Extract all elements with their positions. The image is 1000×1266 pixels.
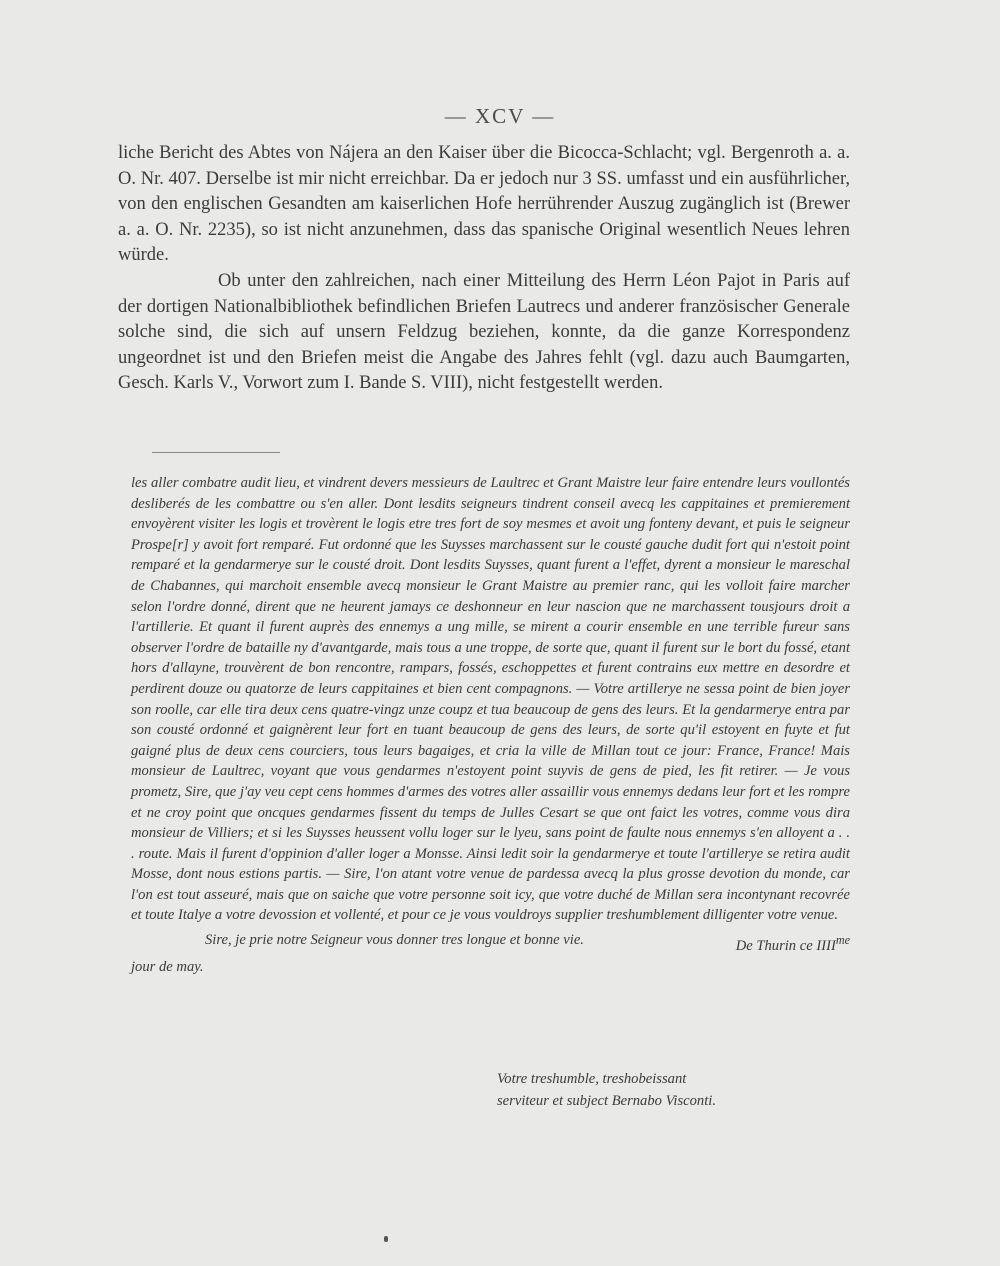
letter-date-continued: jour de may.: [131, 958, 204, 975]
letter-closing: [131, 930, 850, 954]
letter-date: [662, 930, 850, 956]
date-place: De Thurin ce IIII: [735, 937, 836, 954]
body-paragraph: liche Bericht des Abtes von Nájera an den Kaiser über die Bicocca-Schlacht; vgl. Bergenroth a. a. O. Nr. 407. Derselbe ist mir nicht erreichbar. Da er jedoch nur 3 SS. umfasst und ein ausführlicher, von den englischen Gesandten am kaiserlichen Hofe herrührender Auszug zugänglich ist (Brewer a. a. O. Nr. 2235), so ist nicht anzunehmen, dass das spanische Original wesentlich Neues lehren würde.: [118, 143, 850, 266]
date-superscript: me: [835, 933, 850, 948]
signature-line: serviteur et subject Bernabo Visconti.: [497, 1093, 716, 1109]
letter-quotation: [131, 473, 850, 977]
main-body-text: [118, 141, 850, 397]
closing-salutation: Sire, je prie notre Seigneur vous donner tres longue et bonne vie.: [205, 932, 584, 949]
footnote-divider: [152, 452, 280, 453]
letter-text: les aller combatre audit lieu, et vindrent devers messieurs de Laultrec et Grant Maistre leur faire entendre leurs voullontés desliberés de les combattre ou s'en aller. Dont lesdits seigneurs tindrent conseil avecq les cappitaines et premierement envoyèrent visiter les logis et trovèrent le logis etre tres fort de soy mesmes et avoit ung fonteny devant, et puis le seigneur Prospe[r] y avoit fort remparé. Fut ordonné que les Suysses marchassent sur le cousté gauche dudit fort qui n'estoit point remparé et la gendarmerye sur le cousté droit. Dont lesdits Suysses, quant furent a l'effet, dyrent a monsieur le mareschal de Chabannes, qui marchoit ensemble avecq monsieur le Grant Maistre au premier ranc, qui les volloit faire marcher selon l'ordre donné, dirent que ne heurent jamays ce deshonneur en leur nascion que ne marchassent tousjours droit a l'artillerie. Et quant il furent auprès des ennemys a ung mille, se mirent a courir ensemble en une terrible fureur sans observer l'ordre de bataille ny d'avantgarde, mais tous a une troppe, de sorte que, quant il furent sur le bort du fossé, etant hors d'allayne, trouvèrent de bon rencontre, rampars, fossés, eschoppettes et furent contrains eux mettre en desordre et perdirent douze ou quatorze de leurs cappitaines et bien cent compagnons. — Votre artillerye ne sessa point de bien joyer son roolle, car elle tira deux cens quatre-vingz unze coupz et tua beaucoup de gens des leurs. Et la gendarmerye entra par son cousté ordonné et gaignèrent leur fort en tuant beaucoup de gens des leurs, de sorte qu'il estoyent en fuyte et fut gaigné plus de deux cens courciers, tous leurs bagaiges, et cria la ville de Millan tout ce jour: France, France! Mais monsieur de Laultrec, voyant que vous gendarmes n'estoyent point suyvis de gens de pied, les fit retirer. — Je vous prometz, Sire, que j'ay veu cept cens hommes d'armes des votres aller assaillir vous ennemys dedans leur fort et les rompre et ne croy point que oncques gendarmes fissent du temps de Julles Cesart se que ont faict les votres, comme vous dira monsieur de Villiers; et si les Suysses heussent vollu loger sur le lyeu, sans point de faulte nous ennemys s'en alloyent a . . . route. Mais il furent d'oppinion d'aller loger a Monsse. Ainsi ledit soir la gendarmerye et toute l'artillerye se retira audit Mosse, dont nous estions partis. — Sire, l'on atant votre venue de pardessa avecq la plus grosse devotion du monde, car l'on est tout asseuré, mais que on saiche que votre personne soit icy, que votre duché de Millan sera incontynant recovrée et toute Italye a votre devossion et vollenté, et pour ce je vous vouldroys supplier treshumblement dilligenter votre venue.: [131, 475, 850, 924]
page-number-header: — XCV —: [444, 104, 556, 128]
print-speck: [384, 1236, 388, 1242]
body-paragraph: Ob unter den zahlreichen, nach einer Mitteilung des Herrn Léon Pajot in Paris auf der dortigen Nationalbibliothek befindlichen Briefen Lautrecs und anderer französischer Generale solche sind, die sich auf unsern Feldzug beziehen, konnte, da die ganze Korrespondenz ungeordnet ist und den Briefen meist die Angabe des Jahres fehlt (vgl. dazu auch Baumgarten, Gesch. Karls V., Vorwort zum I. Bande S. VIII), nicht festgestellt werden.: [118, 270, 850, 394]
letter-signature: [497, 1068, 716, 1112]
signature-line: Votre treshumble, treshobeissant: [497, 1071, 687, 1087]
